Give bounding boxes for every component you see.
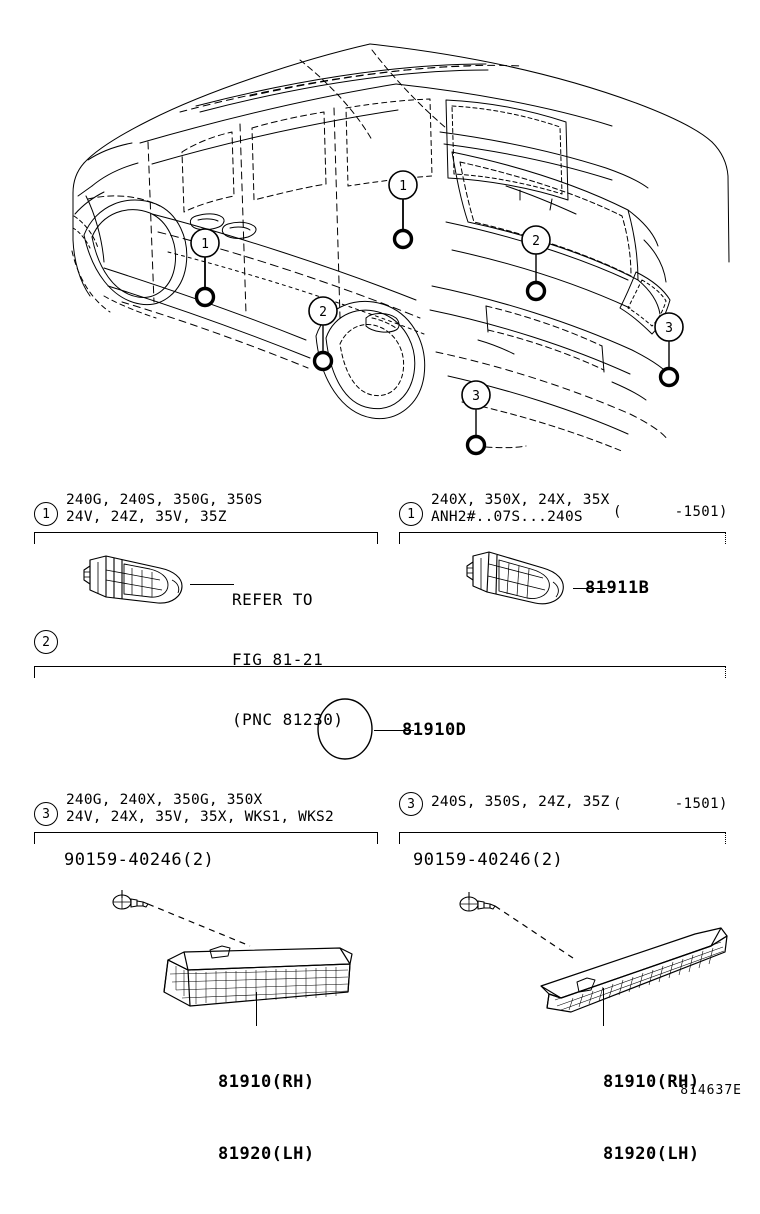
rear-reflex-reflector-art [535, 920, 733, 1024]
applicability-line-1: 240S, 350S, 24Z, 35Z [431, 794, 610, 810]
applicability-line-1: 240X, 350X, 24X, 35X [431, 492, 610, 508]
section-group-1-right [399, 492, 726, 622]
side-marker-lamp-socket-art [457, 548, 577, 616]
leader-line [190, 584, 234, 585]
section-group-1-left [34, 492, 378, 729]
rear-reflex-reflector-art [144, 930, 362, 1026]
part-number-rh: 81910(RH) [218, 1072, 315, 1092]
part-number-lh: 81920(LH) [218, 1144, 315, 1164]
svg-text:2: 2 [532, 234, 540, 249]
part-number-screw: 90159-40246(2) [413, 850, 564, 870]
section-header [34, 792, 334, 826]
part-number-group [218, 1022, 315, 1214]
part-number-rh: 81910(RH) [603, 1072, 700, 1092]
section-bracket [399, 832, 726, 844]
section-header [399, 792, 610, 816]
svg-text:3: 3 [472, 389, 480, 404]
section-bracket [34, 532, 378, 544]
refer-line-3: (PNC 81230) [232, 710, 344, 729]
callout-marker-2a [522, 226, 550, 300]
section-bracket [34, 666, 726, 678]
sheet-code: 814637E [680, 1083, 742, 1098]
svg-text:1: 1 [201, 237, 209, 252]
callout-badge: 3 [399, 792, 423, 816]
section-bracket [399, 532, 726, 544]
callout-marker-3a [655, 313, 683, 386]
applicability-line-1: 240G, 240X, 350G, 350X [66, 792, 263, 808]
part-number-screw: 90159-40246(2) [64, 850, 215, 870]
callout-marker-1a [389, 171, 417, 248]
part-number-lh: 81920(LH) [603, 1144, 700, 1164]
svg-text:2: 2 [319, 305, 327, 320]
svg-text:1: 1 [399, 179, 407, 194]
section-header [34, 492, 262, 526]
callout-marker-1b [191, 229, 219, 306]
date-range: ( -1501) [613, 796, 728, 812]
refer-line-2: FIG 81-21 [232, 650, 324, 669]
leader-line [603, 988, 604, 1026]
section-group-2 [34, 630, 726, 780]
section-bracket [34, 832, 378, 844]
part-number-81910D: 81910D [402, 720, 467, 740]
applicability-line-2: 24V, 24Z, 35V, 35Z [66, 508, 227, 525]
callout-badge: 2 [34, 630, 58, 654]
side-marker-lamp-socket-art [76, 550, 196, 614]
callout-badge: 1 [399, 502, 423, 526]
leader-line [256, 992, 257, 1026]
callout-marker-3b [462, 381, 526, 454]
callout-badge: 1 [34, 502, 58, 526]
part-number-group [603, 1022, 700, 1214]
callout-marker-2b [309, 297, 337, 370]
date-range: ( -1501) [613, 504, 728, 520]
section-header [399, 492, 610, 526]
callout-badge: 3 [34, 802, 58, 826]
svg-text:3: 3 [665, 321, 673, 336]
refer-line-1: REFER TO [232, 590, 314, 609]
oval-reflex-reflector-art [314, 696, 378, 762]
section-header [34, 630, 58, 654]
vehicle-illustration [0, 0, 760, 470]
applicability-line-2: ANH2#..07S...240S [431, 508, 583, 525]
applicability-line-2: 24V, 24X, 35V, 35X, WKS1, WKS2 [66, 808, 334, 825]
applicability-line-1: 240G, 240S, 350G, 350S [66, 492, 263, 508]
section-group-3-left [34, 792, 378, 1164]
part-number-81911B: 81911B [585, 578, 650, 598]
